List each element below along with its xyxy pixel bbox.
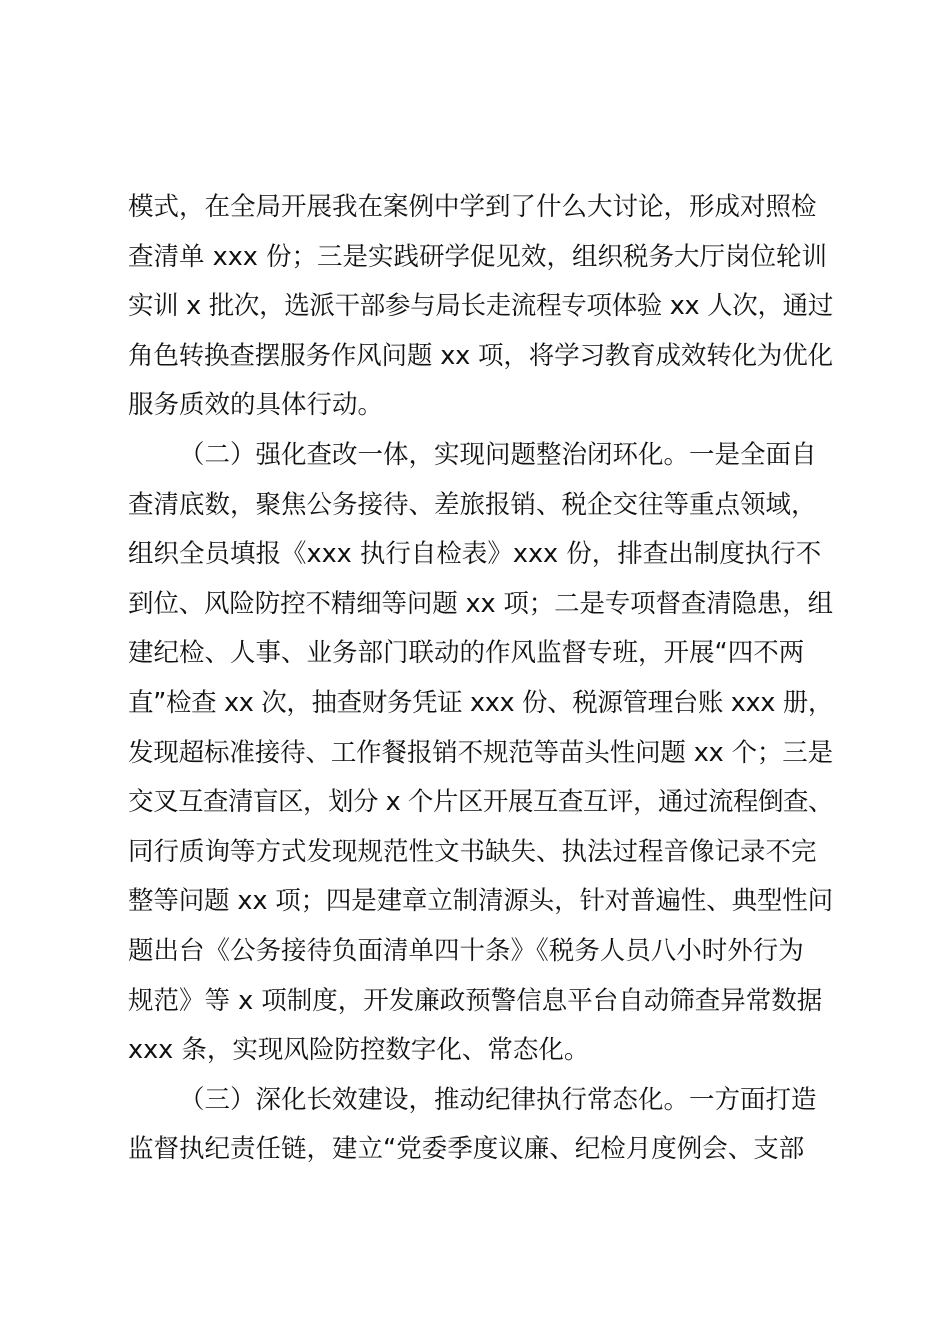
text-line-18: xxx 条，实现风险防控数字化、常态化。 bbox=[128, 1035, 590, 1066]
text-line-17: 规范》等 x 项制度，开发廉政预警信息平台自动筛查异常数据 bbox=[128, 985, 823, 1016]
text-line-14: 同行质询等方式发现规范性文书缺失、执法过程音像记录不完 bbox=[128, 836, 817, 867]
text-line-10: 建纪检、人事、业务部门联动的作风监督专班，开展“四不两 bbox=[128, 638, 805, 669]
text-line-7: 查清底数，聚焦公务接待、差旅报销、税企交往等重点领域， bbox=[128, 489, 817, 520]
text-line-12: 发现超标准接待、工作餐报销不规范等苗头性问题 xx 个；三是 bbox=[128, 737, 833, 768]
text-line-5: 服务质效的具体行动。 bbox=[128, 390, 384, 421]
section-heading-3: （三）深化长效建设，推动纪律执行常态化。一方面打造 bbox=[179, 1084, 817, 1115]
section-heading-2: （二）强化查改一体，实现问题整治闭环化。一是全面自 bbox=[179, 439, 817, 470]
text-line-11: 直”检查 xx 次，抽查财务凭证 xxx 份、税源管理台账 xxx 册， bbox=[128, 687, 833, 718]
text-line-20: 监督执纪责任链，建立“党委季度议廉、纪检月度例会、支部 bbox=[128, 1134, 805, 1165]
text-line-9: 到位、风险防控不精细等问题 xx 项；二是专项督查清隐患，组 bbox=[128, 588, 833, 619]
text-line-2: 查清单 xxx 份；三是实践研学促见效，组织税务大厅岗位轮训 bbox=[128, 241, 827, 272]
body-text bbox=[128, 183, 833, 1175]
text-line-1: 模式，在全局开展我在案例中学到了什么大讨论，形成对照检 bbox=[128, 192, 817, 222]
text-line-16: 题出台《公务接待负面清单四十条》《税务人员八小时外行为 bbox=[128, 935, 804, 966]
text-line-4: 角色转换查摆服务作风问题 xx 项，将学习教育成效转化为优化 bbox=[128, 340, 833, 371]
text-line-13: 交叉互查清盲区，划分 x 个片区开展互查互评，通过流程倒查、 bbox=[128, 787, 833, 818]
text-line-8: 组织全员填报《xxx 执行自检表》xxx 份，排查出制度执行不 bbox=[128, 539, 822, 570]
text-line-3: 实训 x 批次，选派干部参与局长走流程专项体验 xx 人次，通过 bbox=[128, 291, 833, 322]
text-line-15: 整等问题 xx 项；四是建章立制清源头，针对普遍性、典型性问 bbox=[128, 886, 833, 917]
